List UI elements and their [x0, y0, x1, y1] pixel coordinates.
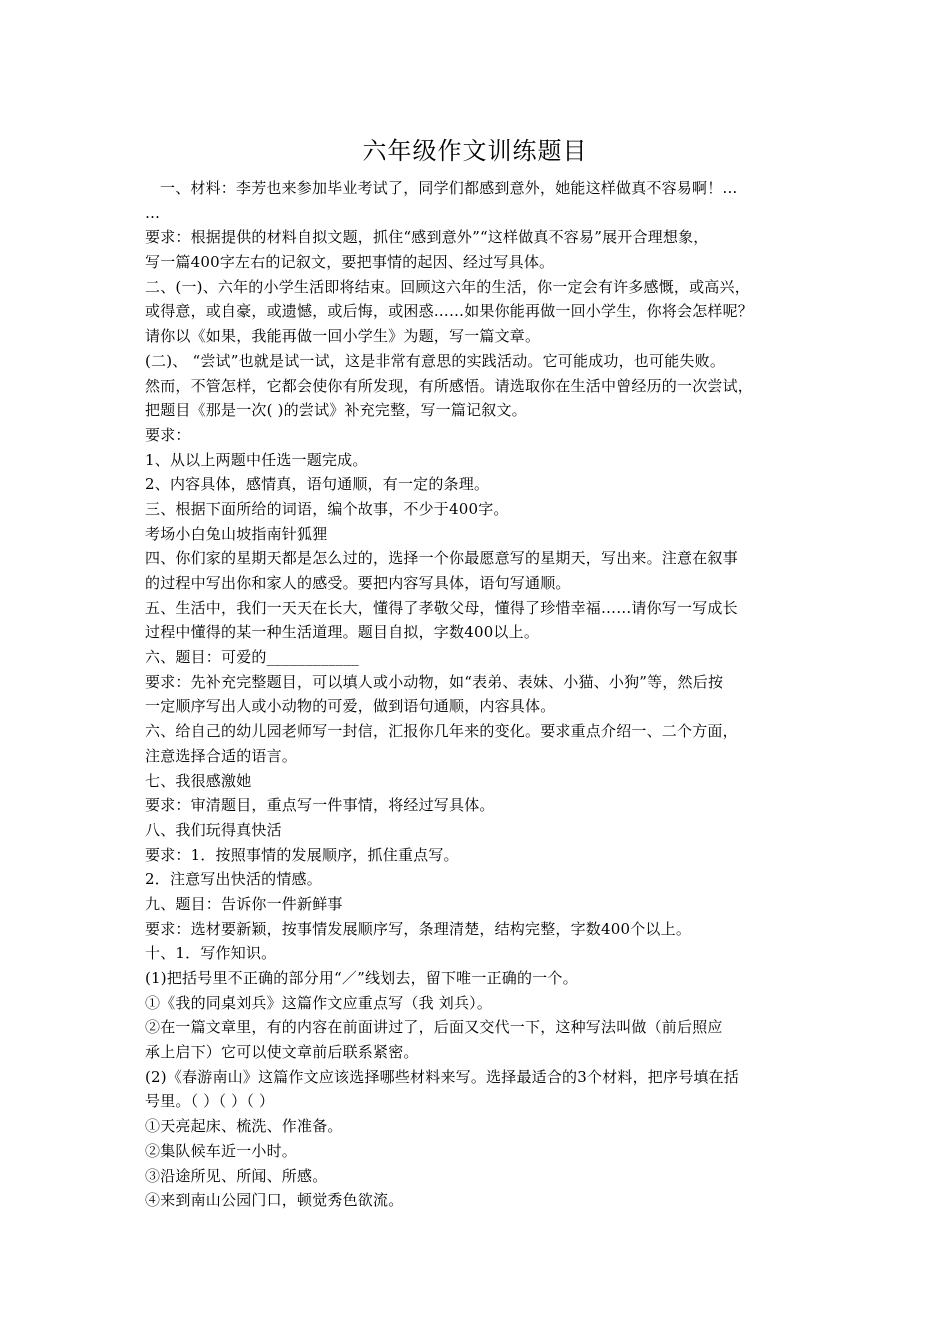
text-line: 1、从以上两题中任选一题完成。: [145, 450, 368, 469]
text-line: 考场小白兔山坡指南针狐狸: [145, 524, 328, 543]
text-line: 要求：先补充完整题目，可以填人或小动物，如“表弟、表妹、小猫、小狗”等，然后按: [145, 672, 724, 691]
text-line: ③沿途所见、所闻、所感。: [145, 1166, 328, 1185]
text-line: 号里。（ ）（ ）（ ）: [145, 1092, 275, 1111]
document-body: [145, 176, 810, 1213]
text-line: (1)把括号里不正确的部分用“／”线划去，留下唯一正确的一个。: [145, 969, 578, 987]
text-line: 六、给自己的幼儿园老师写一封信，汇报你几年来的变化。要求重点介绍一、二个方面，: [145, 722, 738, 741]
text-line: 九、题目：告诉你一件新鲜事: [145, 894, 343, 913]
text-line: 三、根据下面所给的词语，编个故事，不少于400字。: [145, 499, 509, 518]
text-line: 十、1．写作知识。: [145, 944, 277, 963]
text-line: 二、(一)、六年的小学生活即将结束。回顾这六年的生活，你一定会有许多感慨，或高兴，: [145, 277, 750, 296]
text-line: 要求：: [145, 425, 191, 444]
text-line: 写一篇400字左右的记叙文，要把事情的起因、经过写具体。: [145, 253, 555, 272]
text-line: 过程中懂得的某一种生活道理。题目自拟，字数400以上。: [145, 623, 540, 642]
text-line: ①《我的同桌刘兵》这篇作文应重点写（我 刘兵）。: [145, 993, 493, 1012]
text-line: 2、内容具体，感情真，语句通顺，有一定的条理。: [145, 475, 490, 494]
text-line: 要求：根据提供的材料自拟文题，抓住“感到意外”“这样做真不容易”展开合理想象，: [145, 228, 709, 247]
text-line: 的过程中写出你和家人的感受。要把内容写具体，语句写通顺。: [145, 574, 571, 592]
document-title: 六年级作文训练题目: [362, 137, 588, 165]
text-line: 请你以《如果，我能再做一回小学生》为题，写一篇文章。: [145, 327, 541, 346]
text-line: 四、你们家的星期天都是怎么过的，选择一个你最愿意写的星期天，写出来。注意在叙事: [145, 549, 738, 568]
text-line: 七、我很感激她: [145, 771, 252, 790]
text-line: ④来到南山公园门口，顿觉秀色欲流。: [145, 1191, 404, 1210]
text-line: 要求：选材要新颖，按事情发展顺序写，条理清楚，结构完整，字数400个以上。: [145, 919, 692, 938]
text-line: 或得意，或自豪，或遗憾，或后悔，或困惑……如果你能再做一回小学生，你将会怎样呢？: [145, 302, 754, 321]
text-line: ①天亮起床、梳洗、作准备。: [145, 1117, 343, 1136]
text-line: 五、生活中，我们一天天在长大，懂得了孝敬父母，懂得了珍惜幸福……请你写一写成长: [145, 598, 738, 617]
text-line: 注意选择合适的语言。: [145, 746, 298, 765]
text-line: 要求：审清题目，重点写一件事情，将经过写具体。: [145, 796, 495, 815]
text-line: 要求：1．按照事情的发展顺序，抓住重点写。: [145, 845, 459, 864]
text-line: …: [145, 203, 161, 222]
text-line: (2)《春游南山》这篇作文应该选择哪些材料来写。选择最适合的3个材料，把序号填在括: [145, 1067, 739, 1086]
text-line: 承上启下）它可以使文章前后联系紧密。: [145, 1043, 419, 1062]
text-line: 六、题目：可爱的____________: [145, 648, 360, 667]
text-line: 一定顺序写出人或小动物的可爱，做到语句通顺，内容具体。: [145, 697, 556, 716]
text-line: 2．注意写出快活的情感。: [145, 870, 322, 889]
text-line: (二)、 “尝试”也就是试一试，这是非常有意思的实践活动。它可能成功，也可能失败。: [145, 351, 726, 370]
text-line: 八、我们玩得真快活: [145, 820, 282, 839]
text-line: 把题目《那是一次( )的尝试》补充完整，写一篇记叙文。: [145, 401, 527, 420]
text-line: 一、材料：李芳也来参加毕业考试了，同学们都感到意外，她能这样做真不容易啊！…: [160, 179, 738, 197]
text-line: ②集队候车近一小时。: [145, 1141, 298, 1160]
text-line: 然而，不管怎样，它都会使你有所发现，有所感悟。请选取你在生活中曾经历的一次尝试，: [145, 376, 754, 395]
text-line: ②在一篇文章里，有的内容在前面讲过了，后面又交代一下，这种写法叫做（前后照应: [145, 1018, 723, 1037]
